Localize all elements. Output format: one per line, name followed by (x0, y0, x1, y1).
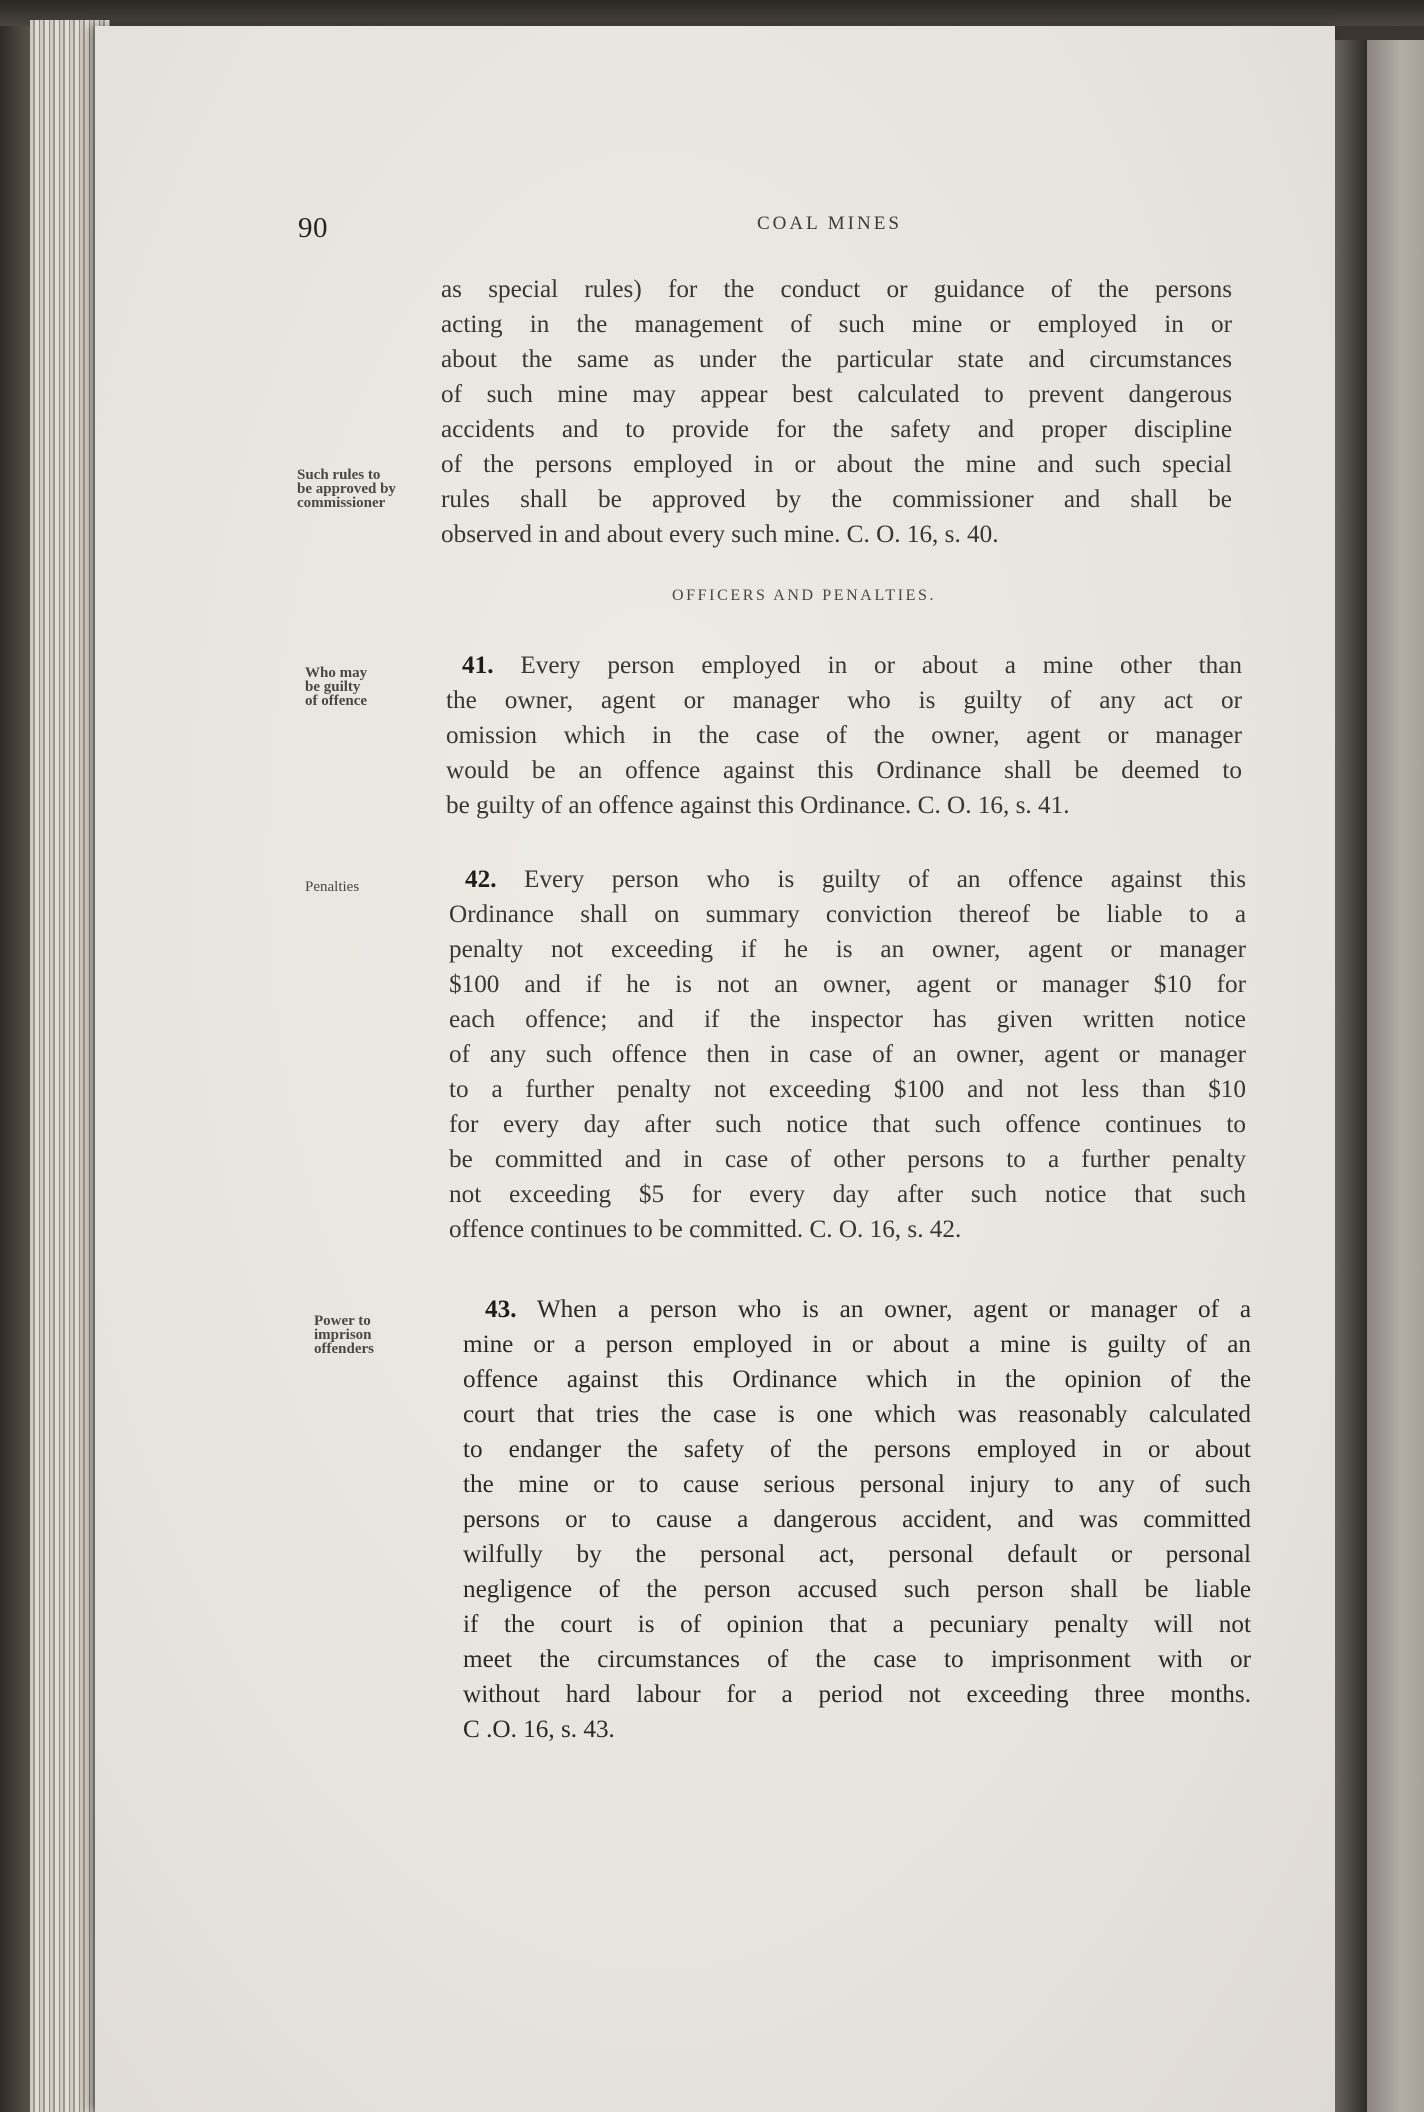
margin-note-line: Penalties (305, 879, 360, 895)
text-line: acting in the management of such mine or employed in or (441, 311, 1232, 338)
margin-note-line: be guilty (305, 679, 361, 695)
section-42 (449, 862, 1246, 1247)
text-line: court that tries the case is one which was reasonably calculated (463, 1401, 1251, 1428)
text-line: to a further penalty not exceeding $100 and not less than $10 (449, 1076, 1246, 1103)
section-43 (463, 1292, 1251, 1747)
text-line: about the same as under the particular state and circumstances (441, 346, 1232, 373)
running-title: COAL MINES (757, 213, 902, 234)
text-line: offence against this Ordinance which in the opinion of the (463, 1366, 1251, 1393)
text-line: without hard labour for a period not exceeding three months. (463, 1681, 1251, 1708)
section-number: 42. (465, 866, 497, 893)
text-line: $100 and if he is not an owner, agent or manager $10 for (449, 971, 1246, 998)
margin-note-power-imprison (314, 1314, 374, 1356)
text-line: be committed and in case of other persons to a further penalty (449, 1146, 1246, 1173)
text-line: mine or a person employed in or about a mine is guilty of an (463, 1331, 1251, 1358)
text-line: C .O. 16, s. 43. (463, 1716, 615, 1743)
text-line: if the court is of opinion that a pecuniary penalty will not (463, 1611, 1251, 1638)
margin-note-line: Such rules to (297, 467, 381, 483)
scan-top-border (0, 0, 1424, 26)
text-run: When a person who is an owner, agent or manager of a (516, 1296, 1251, 1323)
book-gutter (1335, 40, 1367, 2112)
text-line: offence continues to be committed. C. O. 16, s. 42. (449, 1216, 962, 1243)
margin-note-line: imprison (314, 1327, 372, 1343)
section-number: 41. (462, 652, 494, 679)
text-line: as special rules) for the conduct or guidance of the persons (441, 276, 1232, 303)
text-line: rules shall be approved by the commissioner and shall be (441, 486, 1232, 513)
section-number: 43. (485, 1296, 517, 1323)
text-line: meet the circumstances of the case to imprisonment with or (463, 1646, 1251, 1673)
margin-note-penalties (305, 880, 359, 894)
continuation-paragraph (441, 272, 1232, 552)
section-heading: OFFICERS AND PENALTIES. (672, 587, 937, 604)
text-line: omission which in the case of the owner, agent or manager (446, 722, 1242, 749)
margin-note-line: commissioner (297, 495, 386, 511)
text-line: the mine or to cause serious personal injury to any of such (463, 1471, 1251, 1498)
margin-note-line: Power to (314, 1313, 371, 1329)
text-line: not exceeding $5 for every day after such notice that such (449, 1181, 1246, 1208)
margin-note-rules-approved (297, 468, 396, 510)
margin-note-who-guilty (305, 666, 367, 708)
text-line: would be an offence against this Ordinance shall be deemed to (446, 757, 1242, 784)
margin-note-line: Who may (305, 665, 368, 681)
text-line: Ordinance shall on summary conviction thereof be liable to a (449, 901, 1246, 928)
text-line: to endanger the safety of the persons employed in or about (463, 1436, 1251, 1463)
text-line: of the persons employed in or about the mine and such special (441, 451, 1232, 478)
text-line: for every day after such notice that such offence continues to (449, 1111, 1246, 1138)
text-line: each offence; and if the inspector has given written notice (449, 1006, 1246, 1033)
page-number: 90 (298, 212, 328, 244)
text-run: Every person who is guilty of an offence against this (496, 866, 1246, 893)
text-line: wilfully by the personal act, personal default or personal (463, 1541, 1251, 1568)
text-line: be guilty of an offence against this Ordinance. C. O. 16, s. 41. (446, 792, 1070, 819)
margin-note-line: offenders (314, 1341, 374, 1357)
text-line: the owner, agent or manager who is guilty of any act or (446, 687, 1242, 714)
margin-note-line: of offence (305, 693, 368, 709)
section-41 (446, 648, 1242, 823)
margin-note-line: be approved by (297, 481, 396, 497)
text-line: penalty not exceeding if he is an owner, agent or manager (449, 936, 1246, 963)
facing-page-edge (1367, 40, 1424, 2112)
text-line: observed in and about every such mine. C. O. 16, s. 40. (441, 521, 999, 548)
text-line: of any such offence then in case of an owner, agent or manager (449, 1041, 1246, 1068)
text-line: of such mine may appear best calculated to prevent dangerous (441, 381, 1232, 408)
text-line: persons or to cause a dangerous accident, and was committed (463, 1506, 1251, 1533)
text-line: negligence of the person accused such person shall be liable (463, 1576, 1251, 1603)
text-run: Every person employed in or about a mine other than (493, 652, 1242, 679)
text-line (446, 648, 1242, 683)
text-line (449, 862, 1246, 897)
text-line: accidents and to provide for the safety and proper discipline (441, 416, 1232, 443)
text-line (463, 1292, 1251, 1327)
